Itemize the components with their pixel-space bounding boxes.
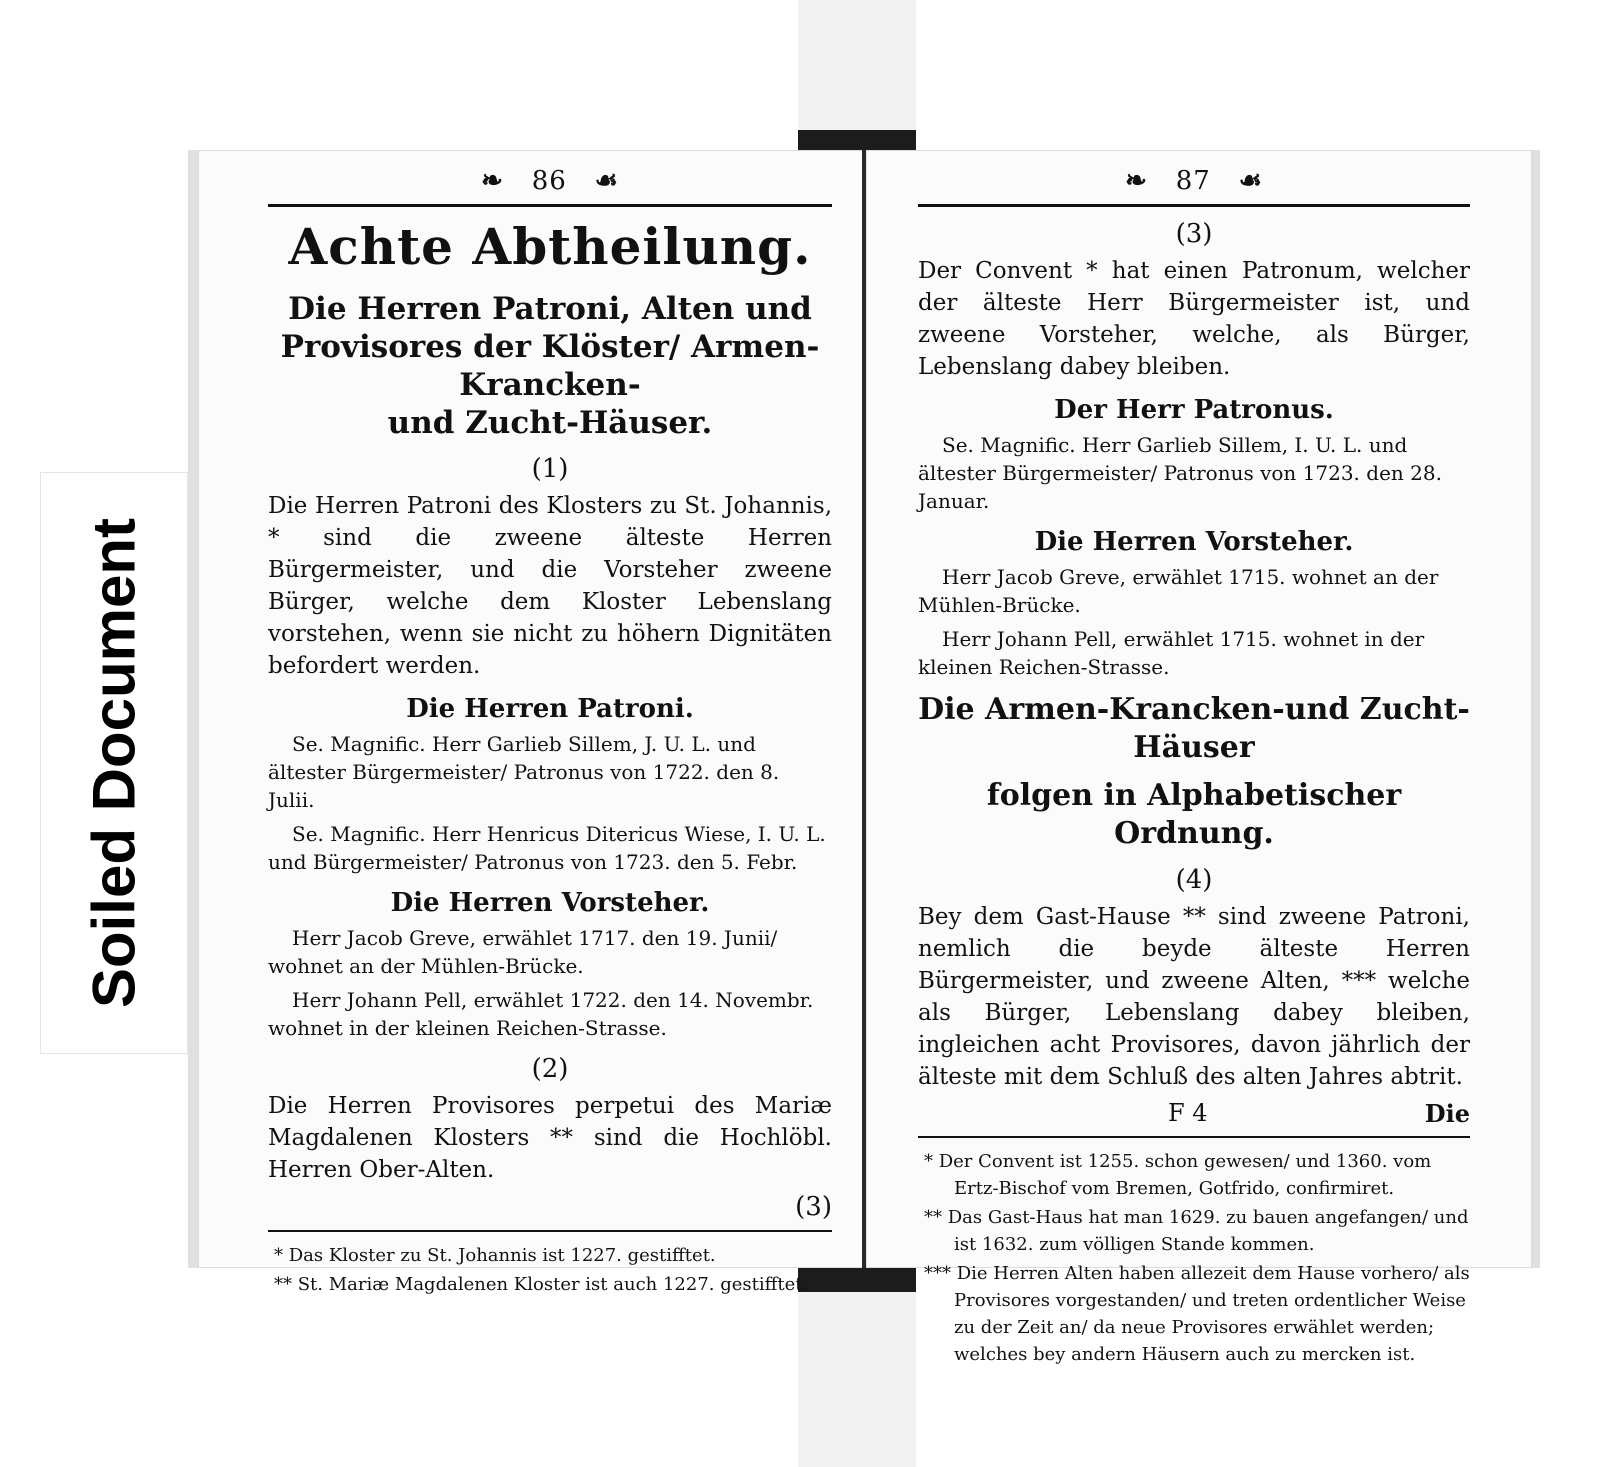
section-heading-line-2: folgen in Alphabetischer Ordnung. — [986, 778, 1402, 851]
page-number: 86 — [531, 166, 567, 196]
spine-bottom — [798, 1292, 916, 1467]
vorsteher-entry: Herr Johann Pell, erwählet 1715. wohnet in der kleinen Reichen-Strasse. — [918, 627, 1425, 679]
footnote: *** Die Herren Alten haben allezeit dem Hause vorhero/ als Provisores vorgestanden/ und treten ordentlicher Weise zu der Zeit an/ da neue Provisores erwählet werden; welches bey andern Häusern auch zu mercken ist. — [924, 1263, 1470, 1365]
right-page — [866, 150, 1540, 1365]
paragraph: Bey dem Gast-Hause ** sind zweene Patroni, nemlich die beyde älteste Herren Bürgermeister, und zweene Alten, *** welche als Bürger, Lebenslang dabey bleiben, ingleichen acht Provisores, davon jährlich der älteste mit dem Schluß des alten Jahres abtrit. — [918, 904, 1470, 1090]
footnote: ** St. Mariæ Magdalenen Kloster ist auch 1227. gestifftet. — [274, 1274, 809, 1295]
left-page — [188, 150, 872, 1295]
label-text: Soiled Document — [80, 517, 148, 1009]
ornament-left-icon: ❧ — [1125, 166, 1148, 196]
chapter-heading-line-1: Die Herren Patroni, Alten und — [288, 291, 812, 327]
patron-entry: Se. Magnific. Herr Garlieb Sillem, J. U. L. und ältester Bürgermeister/ Patronus von 1722. den 8. Julii. — [268, 732, 780, 812]
page-number: 87 — [1175, 166, 1211, 196]
section-number: (3) — [1175, 219, 1213, 249]
section-number: (1) — [531, 454, 569, 484]
ornament-left-icon: ❧ — [481, 166, 504, 196]
subheading: Die Herren Patroni. — [406, 694, 694, 724]
vorsteher-entry: Herr Jacob Greve, erwählet 1715. wohnet an der Mühlen-Brücke. — [918, 565, 1439, 617]
header-rule — [268, 204, 832, 207]
footnote-rule — [918, 1136, 1470, 1138]
catchword: Die — [1424, 1099, 1470, 1128]
subheading: Die Herren Vorsteher. — [1034, 527, 1354, 557]
signature-mark: F 4 — [1168, 1099, 1208, 1127]
header-rule — [918, 204, 1470, 207]
vorsteher-entry: Herr Jacob Greve, erwählet 1717. den 19. Junii/ wohnet an der Mühlen-Brücke. — [268, 926, 778, 978]
subheading: Die Herren Vorsteher. — [390, 888, 710, 918]
ornament-right-icon: ☙ — [1238, 166, 1263, 196]
vorsteher-entry: Herr Johann Pell, erwählet 1722. den 14. Novembr. wohnet in der kleinen Reichen-Strasse. — [268, 988, 814, 1040]
soiled-document-label — [40, 472, 188, 1054]
page-header — [918, 166, 1470, 196]
chapter-heading-line-3: und Zucht-Häuser. — [387, 405, 713, 441]
footnote: * Der Convent ist 1255. schon gewesen/ und 1360. vom Ertz-Bischof vom Bremen, Gotfrido, confirmiret. — [924, 1151, 1432, 1199]
footnote-rule — [268, 1230, 832, 1232]
ornament-right-icon: ☙ — [594, 166, 619, 196]
catch-section-number: (3) — [795, 1192, 832, 1222]
section-number: (4) — [1175, 865, 1213, 895]
paragraph: Die Herren Patroni des Klosters zu St. Johannis, * sind die zweene älteste Herren Bürgermeister, und die Vorsteher zweene Bürger, welche dem Kloster Lebenslang vorstehen, wenn sie nicht zu höhern Dignitäten befordert werden. — [268, 493, 832, 679]
chapter-title: Achte Abtheilung. — [288, 217, 812, 276]
section-heading-line-1: Die Armen-Krancken-und Zucht-Häuser — [918, 692, 1470, 765]
spine-top — [798, 0, 916, 130]
section-number: (2) — [531, 1054, 569, 1084]
signature-line — [918, 1099, 1470, 1128]
chapter-heading-line-2: Provisores der Klöster/ Armen-Krancken- — [280, 329, 820, 403]
footnote: ** Das Gast-Haus hat man 1629. zu bauen angefangen/ und ist 1632. zum völligen Stande kommen. — [924, 1207, 1469, 1255]
paragraph: Der Convent * hat einen Patronum, welcher der älteste Herr Bürgermeister ist, und zweene Vorsteher, welche, als Bürger, Lebenslang dabey bleiben. — [918, 258, 1470, 380]
subheading: Der Herr Patronus. — [1054, 395, 1334, 425]
patron-entry: Se. Magnific. Herr Garlieb Sillem, I. U. L. und ältester Bürgermeister/ Patronus von 1723. den 28. Januar. — [918, 433, 1442, 513]
page-header — [268, 166, 832, 196]
paragraph: Die Herren Provisores perpetui des Mariæ Magdalenen Klosters ** sind die Hochlöbl. Herren Ober-Alten. — [268, 1093, 832, 1183]
patron-entry: Se. Magnific. Herr Henricus Ditericus Wiese, I. U. L. und Bürgermeister/ Patronus von 1723. den 5. Febr. — [268, 822, 826, 874]
footnote: * Das Kloster zu St. Johannis ist 1227. gestifftet. — [274, 1245, 716, 1266]
